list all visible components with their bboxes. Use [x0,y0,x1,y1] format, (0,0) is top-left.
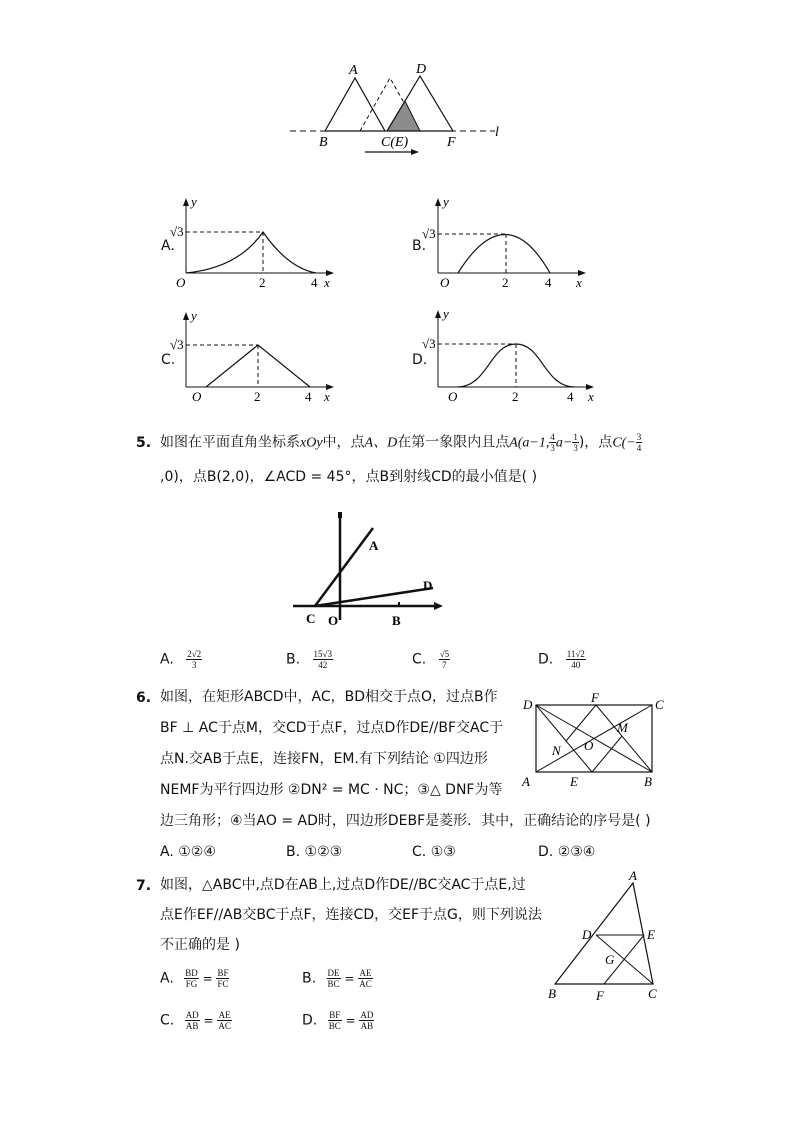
label-l: l [495,125,499,140]
svg-text:O: O [328,613,339,628]
q5-options [160,645,620,673]
q4-option-d-letter[interactable]: D. [412,352,428,368]
svg-text:√3: √3 [422,226,436,241]
q6-line1: 如图，在矩形ABCD中，AC，BD相交于点O，过点B作 [160,689,498,705]
q5-line2: ,0)，点B(2,0)，∠ACD = 45°，点B到射线CD的最小值是( ) [160,469,538,485]
svg-text:4: 4 [567,389,574,404]
q4-option-b-graph [422,194,590,291]
triangle-translation-figure [285,58,515,163]
label-A: A [349,63,358,78]
q7-line3: 不正确的是 ) [160,937,240,953]
svg-text:D: D [423,578,433,593]
svg-text:2: 2 [512,389,519,404]
svg-text:E: E [647,927,655,942]
svg-text:G: G [605,952,615,967]
svg-text:2: 2 [502,275,509,290]
q6-line3: 点N.交AB于点E，连接FN，EM.有下列结论 ①四边形 [160,751,488,767]
q7-number: 7. [136,878,152,894]
svg-text:x: x [324,389,330,404]
q4-option-c-graph [170,308,338,405]
svg-text:O: O [584,738,594,753]
q7-option-c[interactable]: C. $\frac{AD}{AB}$ = $\frac{AE}{AC}$ [160,1010,231,1031]
svg-text:C: C [306,611,316,626]
svg-text:A: A [369,538,379,553]
q5-number: 5. [136,435,152,451]
svg-text:C: C [648,986,657,1001]
svg-text:y: y [191,308,197,323]
svg-text:2: 2 [254,389,261,404]
q5-coordinate-figure [288,508,448,633]
svg-text:y: y [443,194,449,209]
q6-line4: NEMF为平行四边形 ②DN² = MC · NC；③△ DNF为等 [160,782,503,798]
q6-option-c[interactable]: C. ①③ [412,844,456,860]
label-B: B [319,135,328,150]
q4-option-a-graph [170,194,338,291]
svg-text:√3: √3 [170,224,184,239]
svg-text:√3: √3 [170,337,184,352]
svg-text:x: x [576,275,582,290]
label-F: F [447,135,456,150]
svg-text:O: O [440,275,450,290]
q5-option-b[interactable]: B. $\frac{15√3}{42}$ [286,649,332,670]
svg-text:D: D [582,927,592,942]
svg-text:A: A [629,868,637,883]
q5-option-c[interactable]: C. $\frac{√5}{7}$ [412,649,450,670]
q7-option-b[interactable]: B. $\frac{DE}{BC}$ = $\frac{AE}{AC}$ [302,968,372,989]
label-CE: C(E) [381,135,409,150]
svg-text:O: O [192,389,202,404]
q6-option-d[interactable]: D. ②③④ [538,844,596,860]
svg-text:O: O [176,275,186,290]
svg-text:B: B [644,774,652,789]
q6-option-b[interactable]: B. ①②③ [286,844,343,860]
q6-options [160,843,630,863]
svg-text:y: y [191,194,197,209]
svg-text:D: D [523,697,533,712]
q7-options [160,966,460,1036]
q7-line1: 如图，△ABC中,点D在AB上,过点D作DE//BC交AC于点E,过 [160,877,526,893]
q7-option-a[interactable]: A. $\frac{BD}{FG}$ = $\frac{BF}{FC}$ [160,968,229,989]
svg-text:√3: √3 [422,336,436,351]
svg-text:E: E [570,774,578,789]
q4-option-d-graph [422,306,600,405]
svg-text:F: F [596,988,604,1003]
q7-option-d[interactable]: D. $\frac{BF}{BC}$ = $\frac{AD}{AB}$ [302,1010,374,1031]
label-D: D [416,62,427,77]
svg-text:2: 2 [259,275,266,290]
q4-option-b-letter[interactable]: B. [412,238,427,254]
svg-text:O: O [448,389,458,404]
svg-text:B: B [392,613,401,628]
q6-rectangle-figure [518,692,668,792]
svg-text:M: M [617,720,628,735]
svg-text:4: 4 [545,275,552,290]
q5-line1: 如图在平面直角坐标系xOy中，点A、D在第一象限内且点A(a−1, $\frac{4}{3}$ a− $\frac{1}{3}$ )，点C(− $\frac{3}{4}$ [160,432,642,453]
svg-text:4: 4 [305,389,312,404]
svg-text:x: x [588,389,594,404]
q6-number: 6. [136,690,152,706]
q4-option-a-letter[interactable]: A. [161,238,175,254]
q6-option-a[interactable]: A. ①②④ [160,844,216,860]
q6-line2: BF ⊥ AC于点M，交CD于点F，过点D作DE//BF交AC于 [160,720,504,736]
svg-text:F: F [591,690,599,705]
svg-text:y: y [443,306,449,321]
q5-option-a[interactable]: A. $\frac{2√2}{3}$ [160,649,202,670]
q7-line2: 点E作EF//AB交BC于点F，连接CD，交EF于点G，则下列说法 [160,907,542,923]
svg-text:x: x [324,275,330,290]
svg-text:4: 4 [311,275,318,290]
q5-option-d[interactable]: D. $\frac{11√2}{40}$ [538,649,585,670]
svg-text:A: A [522,774,530,789]
svg-text:B: B [548,986,556,1001]
q6-line5: 边三角形；④当AO = AD时，四边形DEBF是菱形．其中，正确结论的序号是( ) [160,813,651,829]
svg-text:N: N [552,743,561,758]
q4-option-c-letter[interactable]: C. [161,352,176,368]
svg-text:C: C [655,697,664,712]
q7-triangle-figure [540,870,670,1005]
